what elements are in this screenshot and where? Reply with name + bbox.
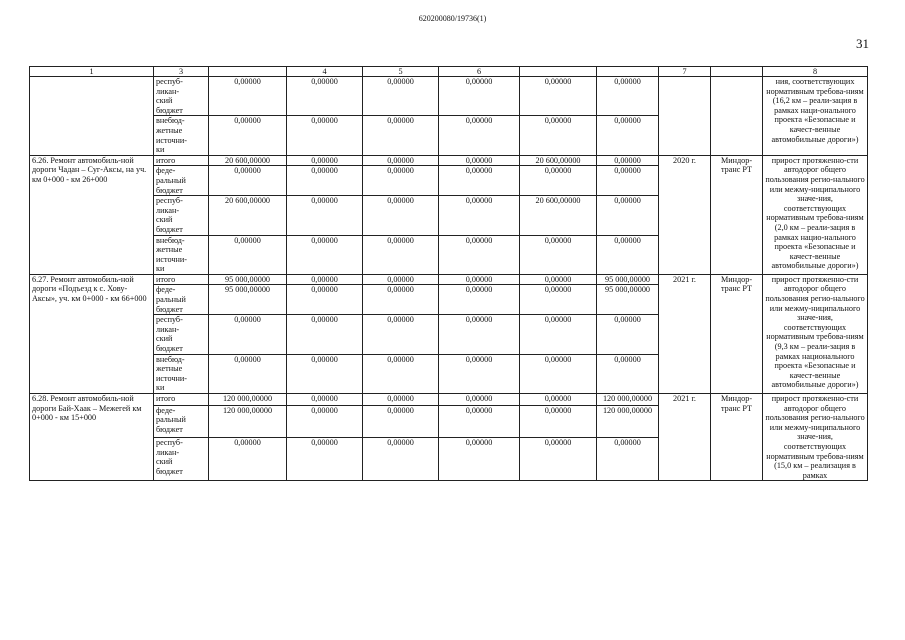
amount-cell: 0,00000: [597, 116, 659, 155]
amount-cell: 0,00000: [520, 285, 597, 315]
amount-cell: 0,00000: [520, 274, 597, 285]
amount-cell: 0,00000: [439, 438, 520, 481]
amount-cell: 0,00000: [363, 394, 439, 406]
amount-cell: 0,00000: [439, 274, 520, 285]
year-cell: [659, 77, 711, 156]
amount-cell: 0,00000: [209, 438, 287, 481]
executor-cell: Миндор- транс РТ: [711, 274, 763, 393]
year-cell: 2021 г.: [659, 394, 711, 481]
funding-source: феде- ральный бюджет: [154, 285, 209, 315]
amount-cell: 0,00000: [363, 405, 439, 438]
funding-source: респуб- ликан- ский бюджет: [154, 438, 209, 481]
amount-cell: 0,00000: [520, 438, 597, 481]
amount-cell: 0,00000: [520, 394, 597, 406]
event-name: [30, 77, 154, 156]
amount-cell: 0,00000: [597, 196, 659, 235]
funding-source: респуб- ликан- ский бюджет: [154, 315, 209, 354]
executor-cell: Миндор- транс РТ: [711, 394, 763, 481]
funding-source: итого: [154, 394, 209, 406]
page-number: 31: [856, 36, 869, 51]
amount-cell: 0,00000: [597, 438, 659, 481]
amount-cell: 0,00000: [597, 354, 659, 393]
amount-cell: 0,00000: [287, 438, 363, 481]
amount-cell: 20 600,00000: [209, 196, 287, 235]
amount-cell: 0,00000: [287, 394, 363, 406]
amount-cell: 0,00000: [363, 285, 439, 315]
header-cell: 7: [659, 67, 711, 77]
funding-source: респуб- ликан- ский бюджет: [154, 196, 209, 235]
document-id: 620200080/19736(1): [418, 14, 487, 23]
amount-cell: 0,00000: [439, 235, 520, 274]
amount-cell: 0,00000: [363, 315, 439, 354]
executor-cell: Миндор- транс РТ: [711, 155, 763, 274]
funding-source: внебюд- жетные источни- ки: [154, 116, 209, 155]
header-cell: 6: [439, 67, 520, 77]
amount-cell: 0,00000: [363, 196, 439, 235]
amount-cell: 0,00000: [287, 315, 363, 354]
program-table: [29, 66, 868, 481]
amount-cell: 0,00000: [439, 405, 520, 438]
amount-cell: 0,00000: [597, 77, 659, 116]
funding-source: внебюд- жетные источни- ки: [154, 235, 209, 274]
year-cell: 2021 г.: [659, 274, 711, 393]
amount-cell: 0,00000: [439, 116, 520, 155]
amount-cell: 0,00000: [597, 166, 659, 196]
year-cell: 2020 г.: [659, 155, 711, 274]
table-row: [30, 394, 868, 406]
amount-cell: 0,00000: [597, 155, 659, 166]
table-row: [30, 274, 868, 285]
amount-cell: 0,00000: [287, 196, 363, 235]
amount-cell: 0,00000: [439, 155, 520, 166]
amount-cell: 0,00000: [363, 77, 439, 116]
amount-cell: 0,00000: [209, 116, 287, 155]
table-row: [30, 155, 868, 166]
amount-cell: 0,00000: [287, 274, 363, 285]
amount-cell: 0,00000: [520, 354, 597, 393]
amount-cell: 20 600,00000: [520, 196, 597, 235]
header-cell: 4: [287, 67, 363, 77]
header-cell: 3: [154, 67, 209, 77]
header-cell: 1: [30, 67, 154, 77]
table-header-row: [30, 67, 868, 77]
amount-cell: 0,00000: [520, 315, 597, 354]
amount-cell: 0,00000: [520, 166, 597, 196]
event-name: 6.26. Ремонт автомобиль-ной дороги Чадан – Суг-Аксы, на уч. км 0+000 - км 26+000: [30, 155, 154, 274]
amount-cell: 0,00000: [287, 155, 363, 166]
amount-cell: 0,00000: [287, 405, 363, 438]
amount-cell: 0,00000: [363, 354, 439, 393]
header-cell: [597, 67, 659, 77]
amount-cell: 120 000,00000: [597, 405, 659, 438]
header-cell: [209, 67, 287, 77]
funding-source: феде- ральный бюджет: [154, 166, 209, 196]
amount-cell: 20 600,00000: [520, 155, 597, 166]
funding-source: внебюд- жетные источни- ки: [154, 354, 209, 393]
table-row: [30, 77, 868, 116]
amount-cell: 0,00000: [209, 77, 287, 116]
amount-cell: 0,00000: [439, 315, 520, 354]
amount-cell: 0,00000: [520, 77, 597, 116]
amount-cell: 0,00000: [363, 166, 439, 196]
result-cell: прирост протяженно-сти автодорог общего пользования регио-нального или межму-ниципального значе-ния, соответствующих нормативным требова-ниям (15,0 км – реализация в рамках: [763, 394, 868, 481]
amount-cell: 0,00000: [209, 235, 287, 274]
amount-cell: 0,00000: [209, 315, 287, 354]
amount-cell: 0,00000: [287, 354, 363, 393]
amount-cell: 0,00000: [439, 354, 520, 393]
event-name: 6.27. Ремонт автомобиль-ной дороги «Подъезд к с. Хову-Аксы», уч. км 0+000 - км 66+000: [30, 274, 154, 393]
funding-source: итого: [154, 274, 209, 285]
amount-cell: 95 000,00000: [597, 285, 659, 315]
amount-cell: 0,00000: [597, 235, 659, 274]
amount-cell: 0,00000: [439, 166, 520, 196]
amount-cell: 0,00000: [287, 77, 363, 116]
amount-cell: 0,00000: [520, 405, 597, 438]
header-cell: [711, 67, 763, 77]
funding-source: феде- ральный бюджет: [154, 405, 209, 438]
amount-cell: 120 000,00000: [597, 394, 659, 406]
amount-cell: 120 000,00000: [209, 405, 287, 438]
amount-cell: 0,00000: [209, 166, 287, 196]
amount-cell: 95 000,00000: [209, 274, 287, 285]
executor-cell: [711, 77, 763, 156]
header-cell: 8: [763, 67, 868, 77]
funding-source: респуб- ликан- ский бюджет: [154, 77, 209, 116]
amount-cell: 0,00000: [439, 77, 520, 116]
amount-cell: 0,00000: [363, 155, 439, 166]
amount-cell: 0,00000: [520, 235, 597, 274]
header-cell: [520, 67, 597, 77]
amount-cell: 0,00000: [287, 285, 363, 315]
header-cell: 5: [363, 67, 439, 77]
amount-cell: 0,00000: [287, 235, 363, 274]
amount-cell: 0,00000: [439, 394, 520, 406]
amount-cell: 95 000,00000: [597, 274, 659, 285]
amount-cell: 0,00000: [597, 315, 659, 354]
amount-cell: 120 000,00000: [209, 394, 287, 406]
amount-cell: 0,00000: [363, 274, 439, 285]
amount-cell: 0,00000: [363, 235, 439, 274]
amount-cell: 0,00000: [363, 438, 439, 481]
amount-cell: 0,00000: [209, 354, 287, 393]
amount-cell: 0,00000: [439, 196, 520, 235]
amount-cell: 0,00000: [287, 166, 363, 196]
amount-cell: 95 000,00000: [209, 285, 287, 315]
result-cell: ния, соответствующих нормативным требова-ниям (16,2 км – реали-зация в рамках наци-онального проекта «Безопасные и качест-венные автомобильные дороги»): [763, 77, 868, 156]
amount-cell: 0,00000: [287, 116, 363, 155]
result-cell: прирост протяженно-сти автодорог общего пользования регио-нального или межму-ниципального значе-ния, соответствующих нормативным требова-ниям (9,3 км – реали-зация в рамках национального проекта «Безопасные и качест-венные автомобильные дороги»): [763, 274, 868, 393]
amount-cell: 0,00000: [520, 116, 597, 155]
amount-cell: 20 600,00000: [209, 155, 287, 166]
amount-cell: 0,00000: [439, 285, 520, 315]
event-name: 6.28. Ремонт автомобиль-ной дороги Бай-Хаак – Межегей км 0+000 - км 15+000: [30, 394, 154, 481]
funding-source: итого: [154, 155, 209, 166]
result-cell: прирост протяженно-сти автодорог общего пользования регио-нального или межму-ниципального значе-ния, соответствующих нормативным требова-ниям (2,0 км – реали-зация в рамках нацио-нального проекта «Безопасные и качест-венные автомобильные дороги»): [763, 155, 868, 274]
amount-cell: 0,00000: [363, 116, 439, 155]
